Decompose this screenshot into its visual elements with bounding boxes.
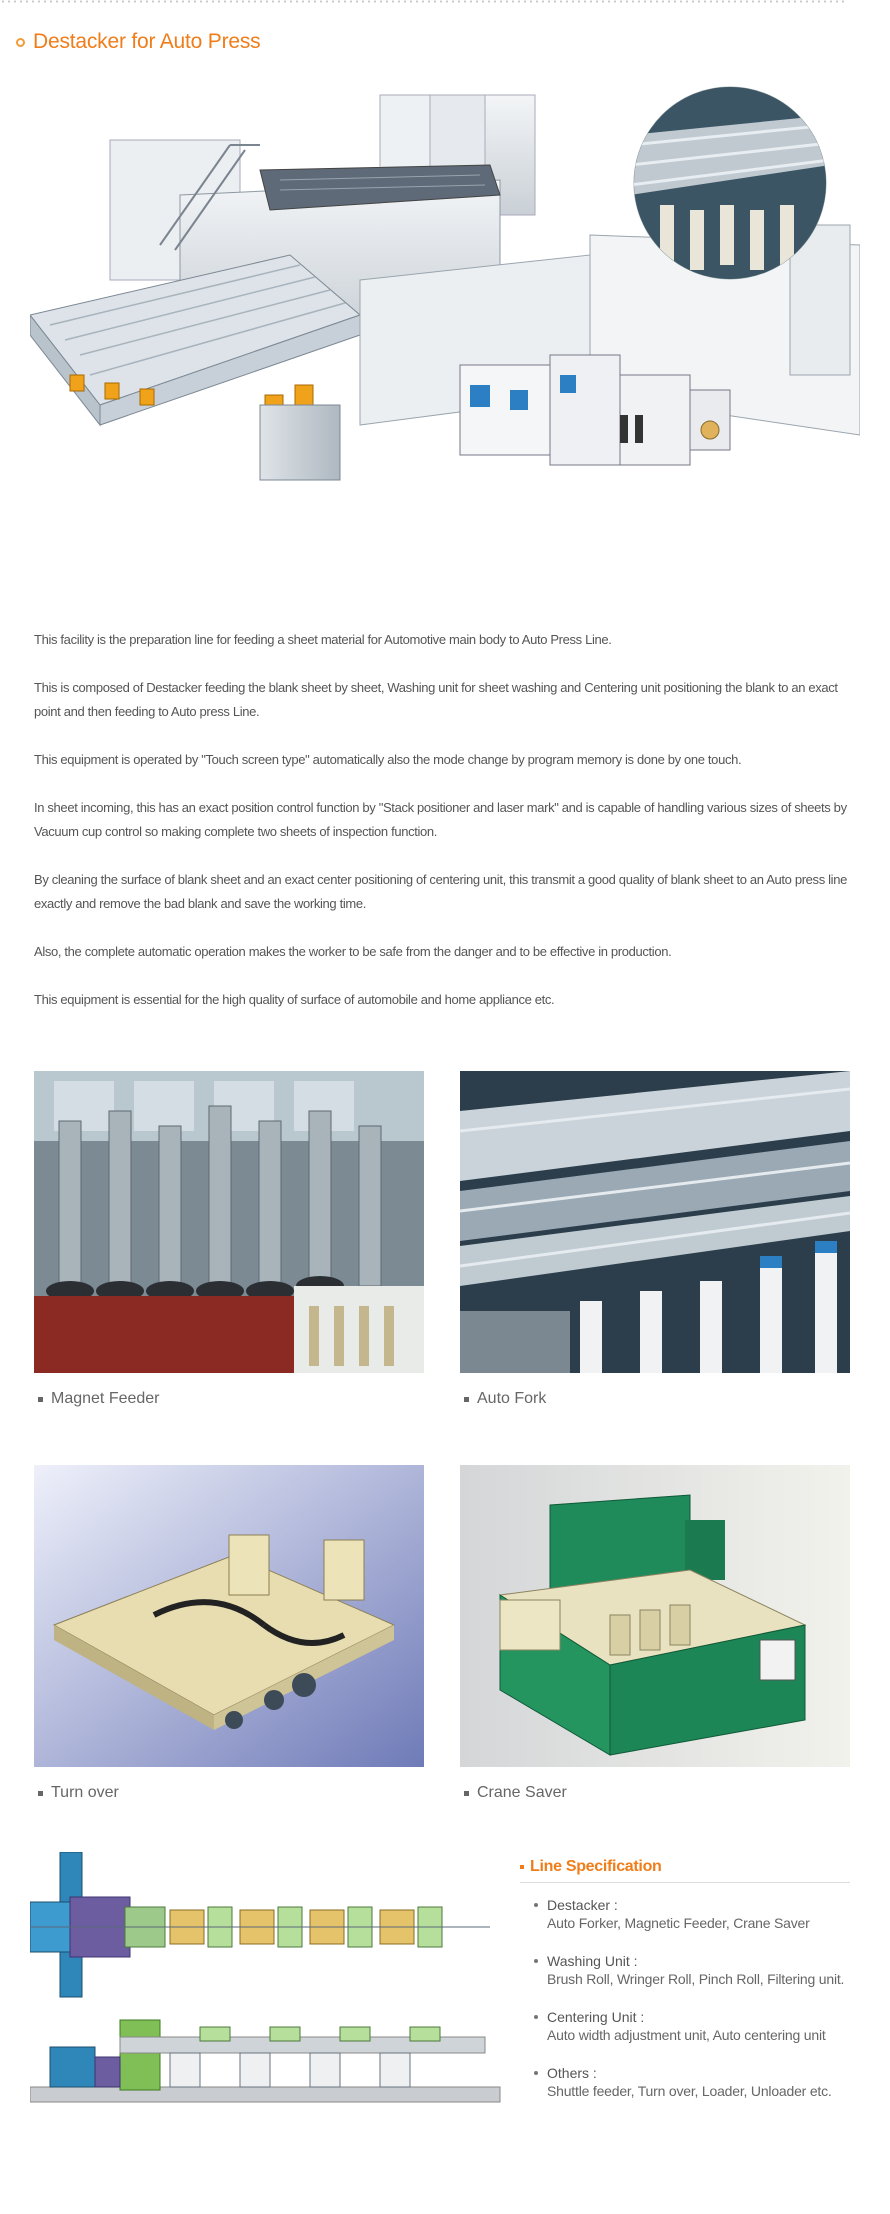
description-paragraph: This equipment is essential for the high quality of surface of automobile and home appliance etc. xyxy=(34,992,555,1007)
spec-value: Shuttle feeder, Turn over, Loader, Unloader etc. xyxy=(547,2083,832,2099)
title-ring-icon xyxy=(16,38,25,47)
caption-text: Magnet Feeder xyxy=(51,1390,160,1407)
spec-value: Brush Roll, Wringer Roll, Pinch Roll, Filtering unit. xyxy=(547,1971,845,1987)
spec-value: Auto width adjustment unit, Auto centering unit xyxy=(547,2027,826,2043)
description-paragraph: This is composed of Destacker feeding the blank sheet by sheet, Washing unit for sheet washing and Centering unit positioning the blank to an exact point and then feeding to Auto press Line. xyxy=(34,680,838,719)
spec-item xyxy=(534,1897,850,1931)
spec-item xyxy=(534,1953,850,1987)
magnet-feeder-photo xyxy=(34,1071,424,1373)
bullet-square-icon xyxy=(464,1791,469,1796)
turn-over-photo xyxy=(34,1465,424,1767)
line-layout-diagram xyxy=(30,1852,505,2120)
bullet-dot-icon xyxy=(534,2015,538,2019)
description-paragraph: Also, the complete automatic operation makes the worker to be safe from the danger and to be effective in production. xyxy=(34,944,672,959)
spec-value: Auto Forker, Magnetic Feeder, Crane Saver xyxy=(547,1915,810,1931)
bullet-square-icon xyxy=(520,1865,524,1869)
bullet-dot-icon xyxy=(534,2071,538,2075)
page-title-text: Destacker for Auto Press xyxy=(33,30,261,53)
line-specification-panel xyxy=(520,1858,850,2121)
spec-item xyxy=(534,2009,850,2043)
spec-item xyxy=(534,2065,850,2099)
gallery-caption xyxy=(38,1784,119,1802)
top-dotted-divider xyxy=(0,0,845,3)
spec-heading: Others : xyxy=(547,2065,597,2081)
caption-text: Auto Fork xyxy=(477,1390,547,1407)
gallery-caption xyxy=(464,1784,567,1802)
gallery-caption xyxy=(464,1390,546,1408)
description-paragraph: This equipment is operated by "Touch screen type" automatically also the mode change by program memory is done by one touch. xyxy=(34,752,742,767)
caption-text: Turn over xyxy=(51,1784,119,1801)
bullet-square-icon xyxy=(38,1791,43,1796)
spec-title-text: Line Specification xyxy=(530,1858,662,1875)
spec-heading: Washing Unit : xyxy=(547,1953,638,1969)
bullet-square-icon xyxy=(38,1397,43,1402)
bullet-square-icon xyxy=(464,1397,469,1402)
destacker-line-illustration xyxy=(30,85,860,590)
spec-heading: Centering Unit : xyxy=(547,2009,645,2025)
spec-heading: Destacker : xyxy=(547,1897,618,1913)
gallery-caption xyxy=(38,1390,160,1408)
spec-title xyxy=(520,1858,850,1883)
description-paragraph: In sheet incoming, this has an exact position control function by "Stack positioner and laser mark" and is capable of handling various sizes of sheets by Vacuum cup control so making complete two sheets of inspection function. xyxy=(34,800,847,839)
bullet-dot-icon xyxy=(534,1903,538,1907)
auto-fork-photo xyxy=(460,1071,850,1373)
page-title xyxy=(16,30,260,54)
description-paragraph: This facility is the preparation line for feeding a sheet material for Automotive main body to Auto Press Line. xyxy=(34,632,612,647)
bullet-dot-icon xyxy=(534,1959,538,1963)
crane-saver-photo xyxy=(460,1465,850,1767)
description-paragraph: By cleaning the surface of blank sheet and an exact center positioning of centering unit, this transmit a good quality of blank sheet to an Auto press line exactly and remove the bad blank and save the working time. xyxy=(34,872,847,911)
caption-text: Crane Saver xyxy=(477,1784,567,1801)
description-block xyxy=(34,628,856,1036)
